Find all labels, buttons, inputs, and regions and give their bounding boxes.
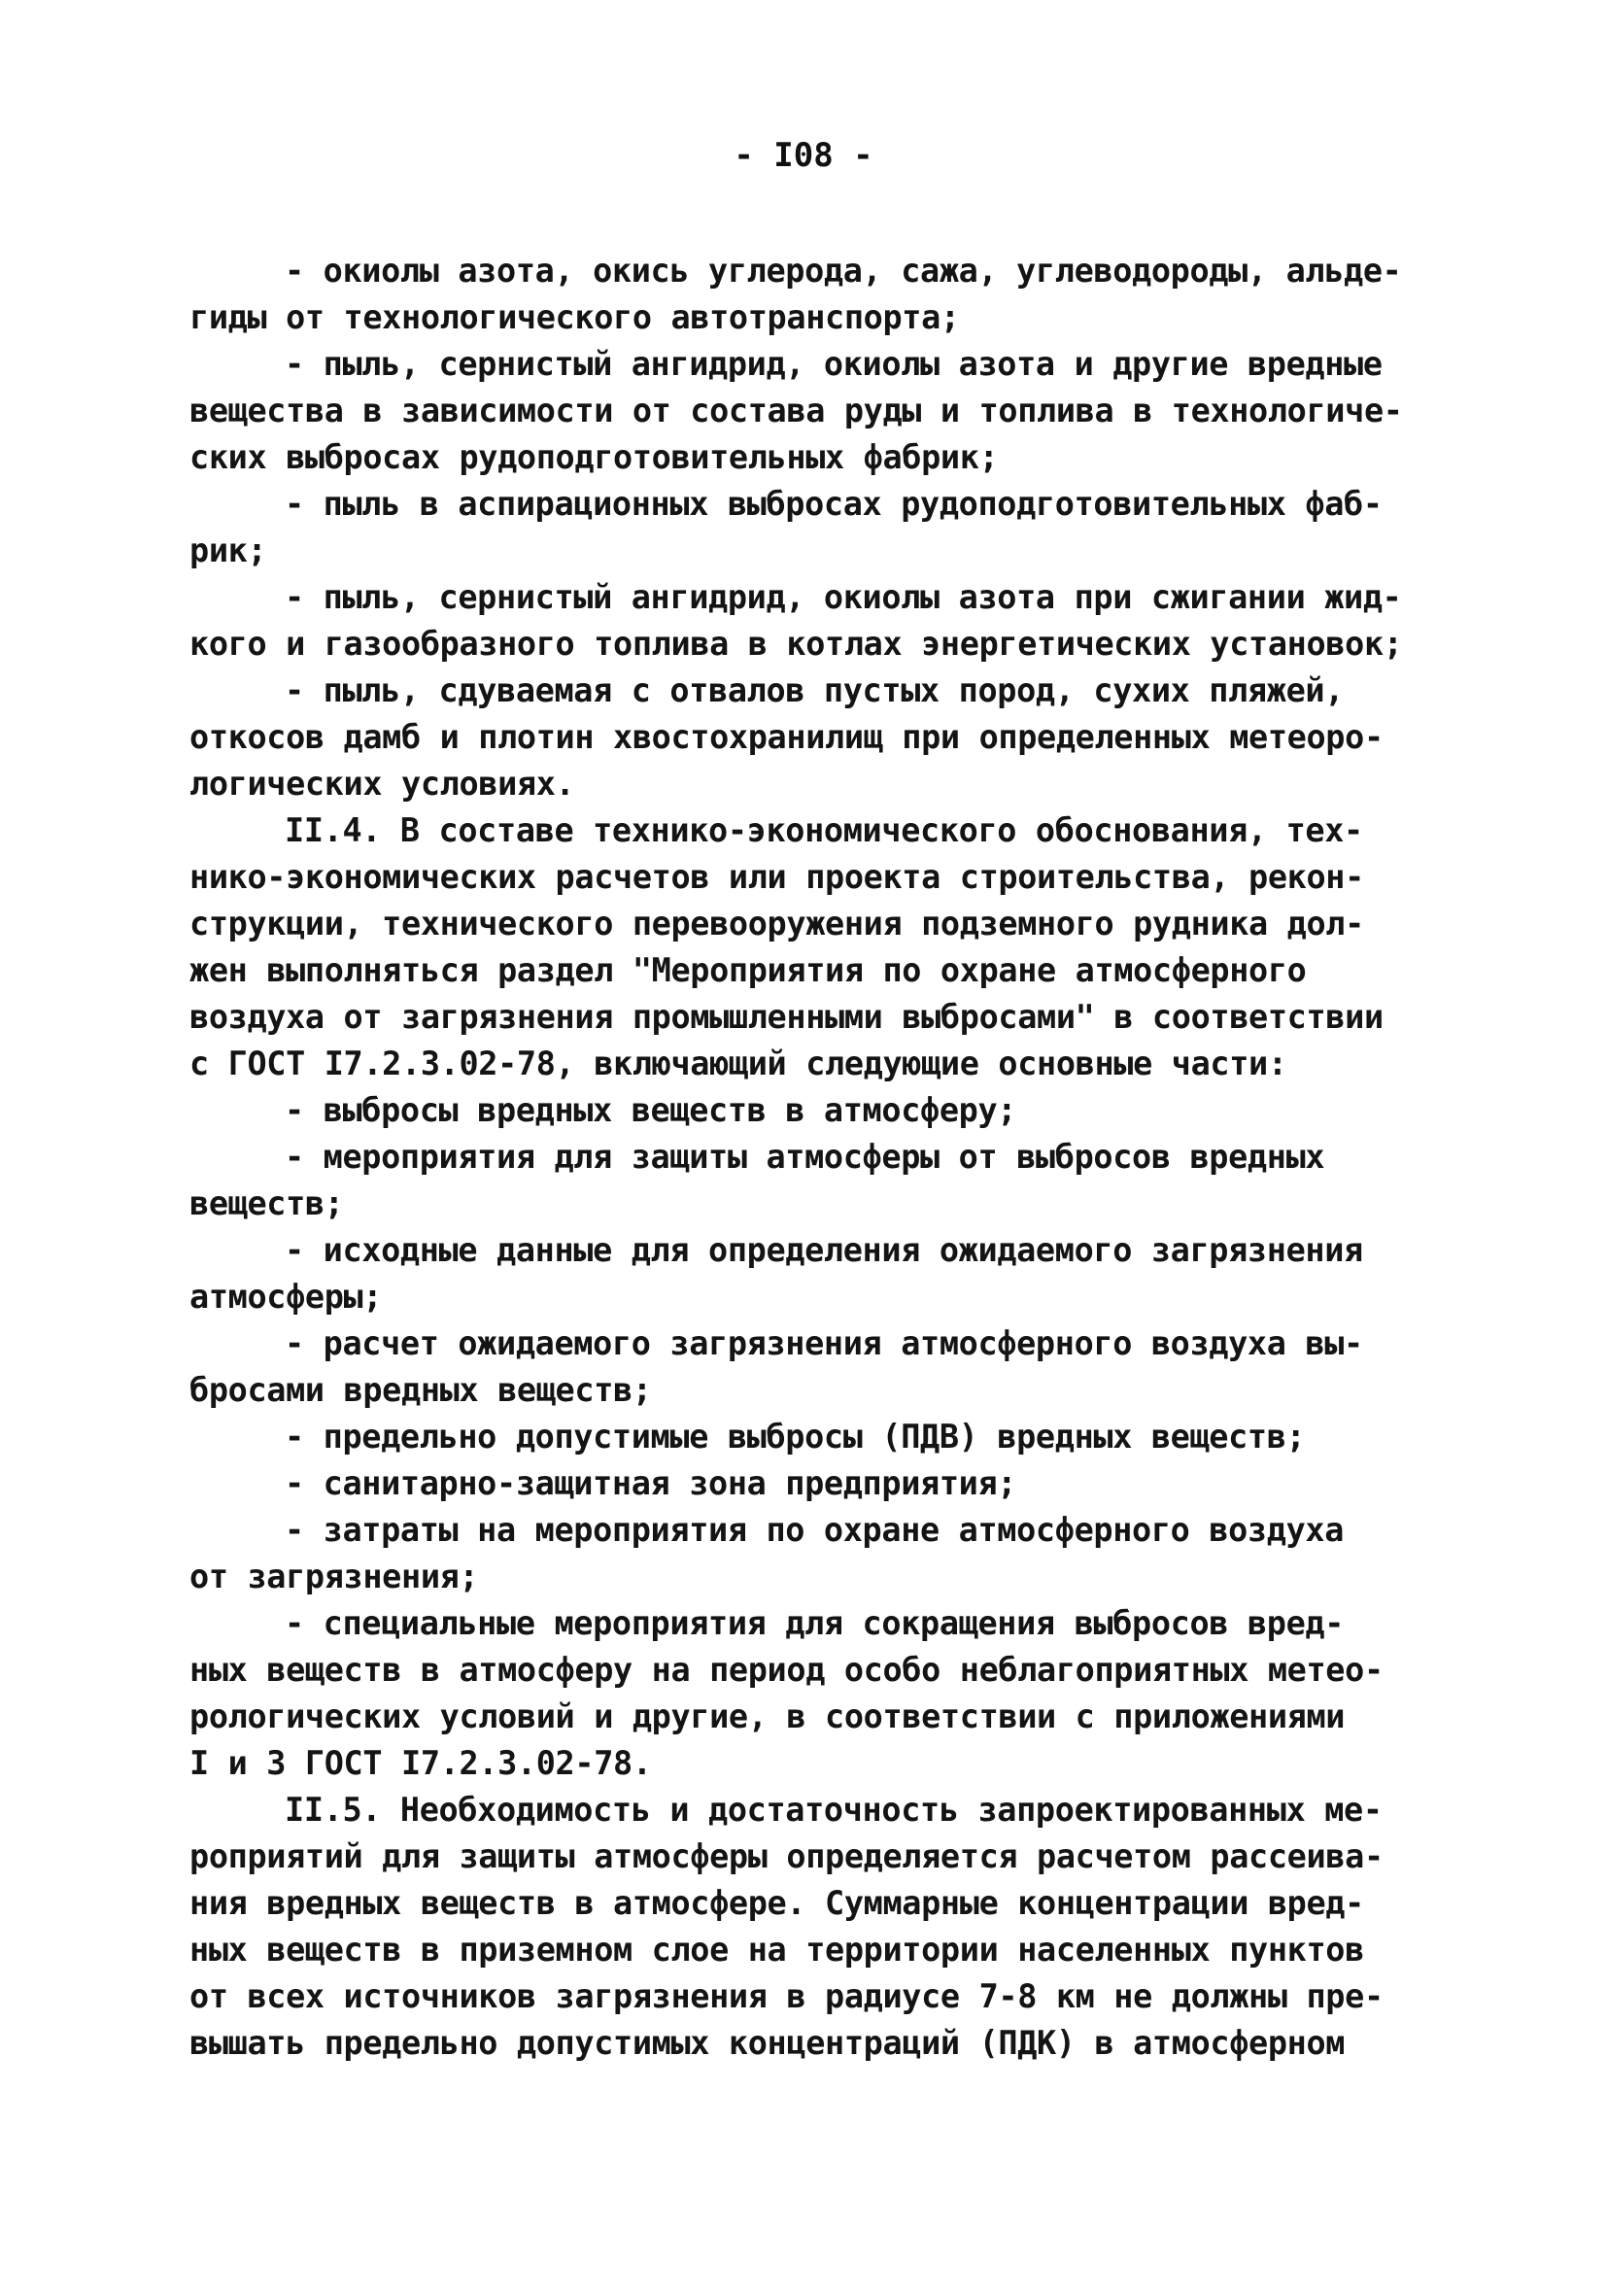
text-line: - расчет ожидаемого загрязнения атмосферного воздуха вы-: [285, 1324, 1363, 1362]
text-line: - специальные мероприятия для сокращения выбросов вред-: [285, 1604, 1345, 1642]
text-line: - окиолы азота, окись углерода, сажа, углеводороды, альде-: [285, 252, 1402, 290]
text-line: жен выполняться раздел "Мероприятия по охране атмосферного: [189, 951, 1307, 989]
text-line: - пыль, сернистый ангидрид, окиолы азота при сжигании жид-: [285, 578, 1402, 616]
text-line: II.4. В составе технико-экономического обоснования, тех-: [285, 811, 1363, 849]
text-line: - санитарно-защитная зона предприятия;: [285, 1464, 1017, 1502]
text-line: ных веществ в приземном слое на территории населенных пунктов: [189, 1931, 1364, 1969]
text-line: I и 3 ГОСТ I7.2.3.02-78.: [189, 1744, 652, 1782]
text-line: атмосферы;: [189, 1278, 383, 1316]
text-line: кого и газообразного топлива в котлах энергетических установок;: [189, 625, 1403, 663]
text-line: ных веществ в атмосферу на период особо неблагоприятных метео-: [189, 1651, 1384, 1689]
text-line: от всех источников загрязнения в радиусе 7-8 км не должны пре-: [189, 1977, 1384, 2015]
text-line: веществ;: [189, 1184, 344, 1222]
text-line: логических условиях.: [189, 765, 575, 803]
text-line: с ГОСТ I7.2.3.02-78, включающий следующие основные части:: [189, 1045, 1287, 1082]
text-line: струкции, технического перевооружения подземного рудника дол-: [189, 905, 1364, 942]
text-line: нико-экономических расчетов или проекта строительства, рекон-: [189, 858, 1364, 896]
text-line: ния вредных веществ в атмосфере. Суммарные концентрации вред-: [189, 1884, 1364, 1922]
text-line: вещества в зависимости от состава руды и топлива в технологиче-: [189, 392, 1403, 429]
text-line: - пыль в аспирационных выбросах рудоподготовительных фаб-: [285, 485, 1383, 523]
page-number: - I08 -: [734, 136, 873, 175]
text-line: откосов дамб и плотин хвостохранилищ при определенных метеоро-: [189, 718, 1384, 756]
text-line: - исходные данные для определения ожидаемого загрязнения: [285, 1231, 1363, 1269]
text-line: рик;: [189, 531, 267, 569]
text-line: II.5. Необходимость и достаточность запроектированных ме-: [285, 1791, 1383, 1829]
text-line: бросами вредных веществ;: [189, 1371, 652, 1409]
text-line: воздуха от загрязнения промышленными выбросами" в соответствии: [189, 998, 1384, 1036]
text-line: от загрязнения;: [189, 1558, 479, 1595]
text-line: - пыль, сернистый ангидрид, окиолы азота и другие вредные: [285, 345, 1383, 383]
text-line: роприятий для защиты атмосферы определяется расчетом рассеива-: [189, 1837, 1384, 1875]
text-line: рологических условий и другие, в соответствии с приложениями: [189, 1697, 1346, 1735]
text-line: - мероприятия для защиты атмосферы от выбросов вредных: [285, 1138, 1325, 1176]
text-line: - предельно допустимые выбросы (ПДВ) вредных веществ;: [285, 1418, 1306, 1456]
text-line: вышать предельно допустимых концентраций (ПДК) в атмосферном: [189, 2024, 1346, 2062]
text-line: ских выбросах рудоподготовительных фабрик;: [189, 438, 999, 476]
text-line: - выбросы вредных веществ в атмосферу;: [285, 1091, 1017, 1129]
body-text: [189, 248, 1423, 2067]
text-line: - пыль, сдуваемая с отвалов пустых пород, сухих пляжей,: [285, 671, 1345, 709]
text-line: гиды от технологического автотранспорта;: [189, 298, 960, 336]
text-line: - затраты на мероприятия по охране атмосферного воздуха: [285, 1511, 1345, 1549]
